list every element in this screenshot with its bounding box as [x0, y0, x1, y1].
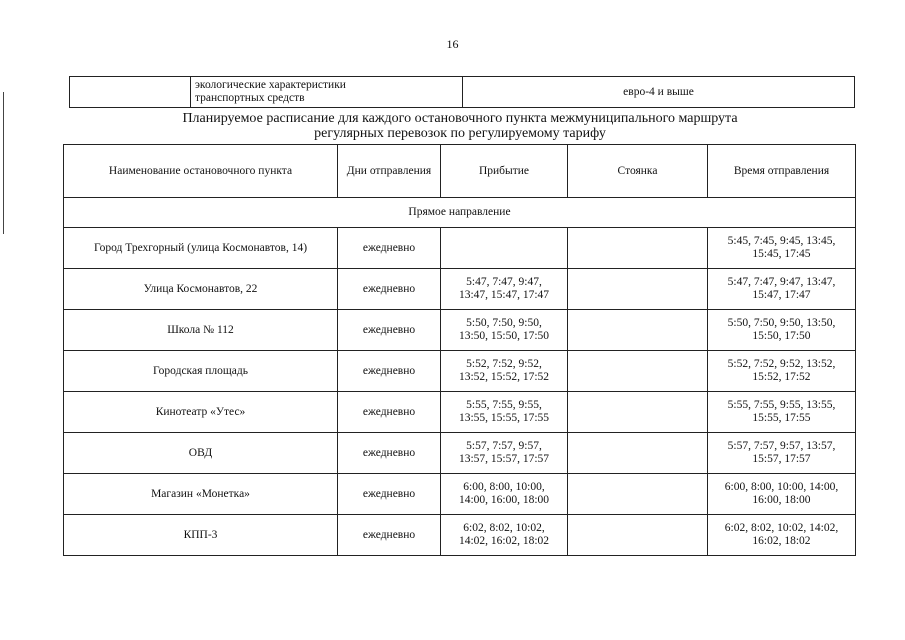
table-row: [64, 228, 856, 269]
arrival-line: 13:55, 15:55, 17:55: [458, 412, 550, 424]
stop-name: Город Трехгорный (улица Космонавтов, 14): [64, 228, 338, 269]
departure-times: [708, 310, 856, 351]
schedule-body: [64, 228, 856, 556]
departure-line: 5:52, 7:52, 9:52, 13:52,: [727, 358, 836, 370]
departure-days: ежедневно: [338, 433, 441, 474]
departure-days: ежедневно: [338, 228, 441, 269]
direction-label: Прямое направление: [64, 198, 856, 228]
header-row: [64, 145, 856, 198]
departure-days: ежедневно: [338, 515, 441, 556]
departure-line: 6:02, 8:02, 10:02, 14:02,: [724, 522, 839, 534]
departure-days: ежедневно: [338, 269, 441, 310]
arrival-times: [441, 351, 568, 392]
table-row: [64, 392, 856, 433]
departure-line: 5:55, 7:55, 9:55, 13:55,: [727, 399, 836, 411]
departure-line: 6:00, 8:00, 10:00, 14:00,: [724, 481, 839, 493]
stay-time: [568, 269, 708, 310]
schedule-table: [63, 144, 856, 556]
table-row: [64, 474, 856, 515]
arrival-line: 13:47, 15:47, 17:47: [458, 289, 550, 301]
parameter-value: евро-4 и выше: [463, 77, 855, 108]
arrival-times: [441, 433, 568, 474]
table-row: [64, 310, 856, 351]
stay-time: [568, 228, 708, 269]
characteristics-table: [69, 76, 855, 108]
departure-days: ежедневно: [338, 310, 441, 351]
table-cell: [70, 77, 191, 108]
table-row: [64, 433, 856, 474]
departure-line: 5:57, 7:57, 9:57, 13:57,: [727, 440, 836, 452]
departure-times: [708, 392, 856, 433]
arrival-times: [441, 515, 568, 556]
table-row: [64, 351, 856, 392]
arrival-line: 6:02, 8:02, 10:02,: [463, 522, 545, 534]
departure-line: 5:45, 7:45, 9:45, 13:45,: [727, 235, 836, 247]
departure-days: ежедневно: [338, 392, 441, 433]
departure-line: 15:45, 17:45: [752, 248, 811, 260]
stop-name: Школа № 112: [64, 310, 338, 351]
arrival-times: [441, 474, 568, 515]
header-days: Дни отправления: [338, 145, 441, 198]
direction-row: [64, 198, 856, 228]
table-row: [64, 515, 856, 556]
departure-line: 16:00, 18:00: [752, 494, 811, 506]
departure-line: 15:50, 17:50: [752, 330, 811, 342]
header-stop-name: Наименование остановочного пункта: [64, 145, 338, 198]
departure-line: 15:52, 17:52: [752, 371, 811, 383]
arrival-line: 5:47, 7:47, 9:47,: [466, 276, 542, 288]
arrival-times: [441, 392, 568, 433]
departure-times: [708, 474, 856, 515]
arrival-line: 5:57, 7:57, 9:57,: [466, 440, 542, 452]
table-row: [70, 77, 855, 108]
page-number: 16: [446, 37, 459, 51]
departure-days: ежедневно: [338, 351, 441, 392]
departure-times: [708, 351, 856, 392]
departure-line: 5:47, 7:47, 9:47, 13:47,: [727, 276, 836, 288]
departure-line: 15:57, 17:57: [752, 453, 811, 465]
stop-name: ОВД: [64, 433, 338, 474]
departure-line: 5:50, 7:50, 9:50, 13:50,: [727, 317, 836, 329]
arrival-times: [441, 310, 568, 351]
departure-line: 16:02, 18:02: [752, 535, 811, 547]
arrival-line: 6:00, 8:00, 10:00,: [463, 481, 545, 493]
table-row: [64, 269, 856, 310]
departure-times: [708, 433, 856, 474]
departure-line: 15:47, 17:47: [752, 289, 811, 301]
departure-times: [708, 269, 856, 310]
departure-days: ежедневно: [338, 474, 441, 515]
header-stay: Стоянка: [568, 145, 708, 198]
stay-time: [568, 515, 708, 556]
arrival-line: 14:02, 16:02, 18:02: [458, 535, 550, 547]
arrival-line: 13:52, 15:52, 17:52: [458, 371, 550, 383]
stop-name: Городская площадь: [64, 351, 338, 392]
arrival-line: 5:55, 7:55, 9:55,: [466, 399, 542, 411]
parameter-cell: [191, 77, 463, 108]
departure-times: [708, 228, 856, 269]
stop-name: Улица Космонавтов, 22: [64, 269, 338, 310]
arrival-line: 5:52, 7:52, 9:52,: [466, 358, 542, 370]
departure-times: [708, 515, 856, 556]
stay-time: [568, 474, 708, 515]
arrival-line: 13:57, 15:57, 17:57: [458, 453, 550, 465]
stop-name: Кинотеатр «Утес»: [64, 392, 338, 433]
caption-line: регулярных перевозок по регулируемому тарифу: [314, 126, 606, 141]
arrival-times: [441, 228, 568, 269]
arrival-line: 14:00, 16:00, 18:00: [458, 494, 550, 506]
parameter-label-line: экологические характеристики: [195, 79, 346, 91]
arrival-line: 13:50, 15:50, 17:50: [458, 330, 550, 342]
margin-line: [3, 92, 4, 234]
header-departure-time: Время отправления: [708, 145, 856, 198]
header-arrival: Прибытие: [441, 145, 568, 198]
departure-line: 15:55, 17:55: [752, 412, 811, 424]
arrival-times: [441, 269, 568, 310]
schedule-caption: [60, 111, 860, 141]
stop-name: Магазин «Монетка»: [64, 474, 338, 515]
stay-time: [568, 433, 708, 474]
stop-name: КПП-3: [64, 515, 338, 556]
stay-time: [568, 351, 708, 392]
stay-time: [568, 392, 708, 433]
arrival-line: 5:50, 7:50, 9:50,: [466, 317, 542, 329]
caption-line: Планируемое расписание для каждого остановочного пункта межмуниципального маршрута: [182, 111, 738, 126]
stay-time: [568, 310, 708, 351]
parameter-label-line: транспортных средств: [195, 92, 305, 104]
